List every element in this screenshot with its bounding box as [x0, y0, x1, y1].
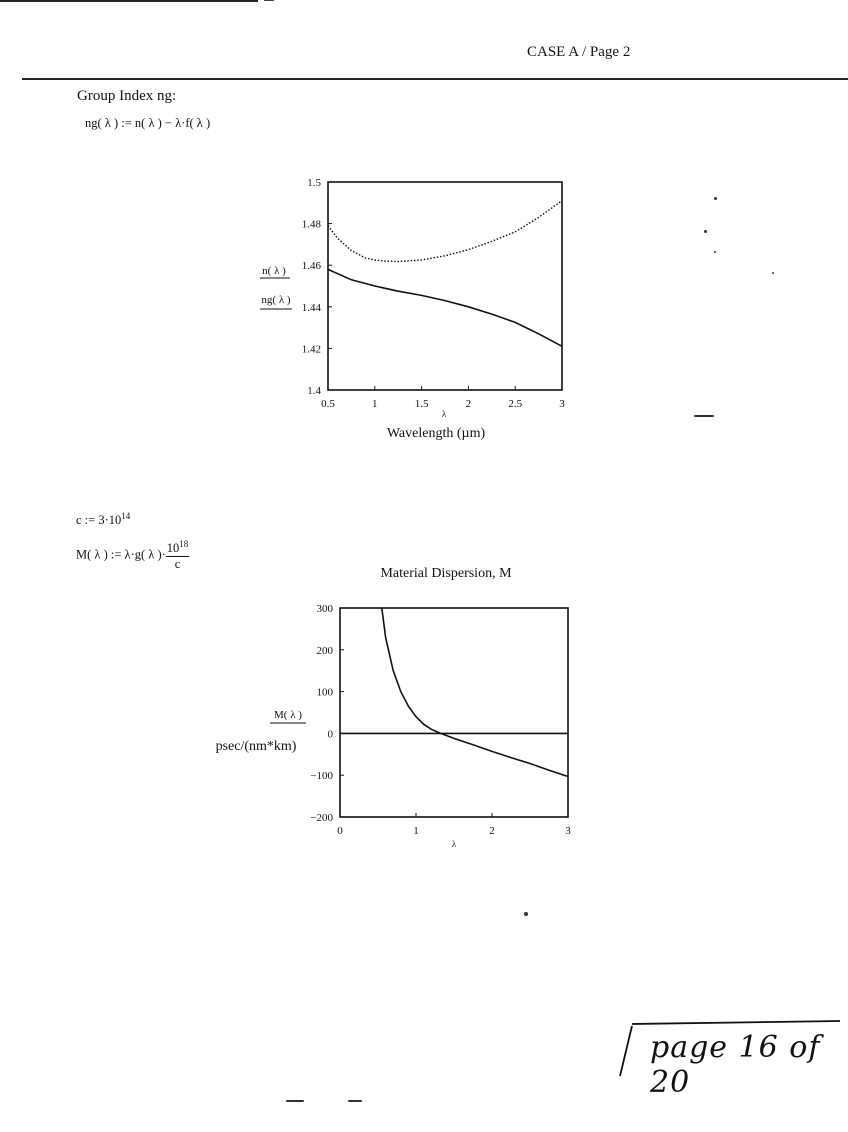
c-def-text: c := 3·10 [76, 513, 122, 528]
m-def-lhs: M( λ ) := λ·g( λ )· [76, 547, 166, 562]
scan-speck [348, 1100, 362, 1102]
x-tick-label: 2 [465, 398, 472, 410]
x-tick-label: 0 [337, 825, 343, 837]
top-xlabel: Wavelength (µm) [386, 426, 486, 441]
header-rule [22, 78, 848, 80]
top-x-variable: λ [441, 409, 447, 419]
x-tick-label: 2.5 [508, 398, 523, 410]
x-tick-label: 2 [489, 825, 495, 837]
m-fraction [166, 540, 190, 571]
m-definition [76, 540, 189, 571]
x-tick-label: 0.5 [321, 398, 335, 410]
y-tick-label: 300 [316, 603, 333, 615]
bottom-ylabel-units: psec/(nm*km) [215, 739, 297, 754]
scan-speck [714, 197, 717, 200]
y-tick-label: 1.42 [301, 343, 321, 356]
scan-speck [694, 415, 714, 417]
handwritten-page-note: page 16 of 20 [650, 1030, 821, 1100]
c-exponent: 14 [121, 511, 131, 521]
chart-bottom-frame [340, 608, 568, 817]
group-index-chart [240, 170, 600, 450]
x-tick-label: 1 [413, 825, 419, 837]
scan-speck [524, 912, 528, 916]
x-tick-label: 3 [559, 398, 565, 410]
y-tick-label: 1.4 [307, 385, 321, 397]
n-lambda-line [328, 269, 562, 346]
m-frac-num-exp: 18 [179, 539, 189, 549]
ylabel-ng: ng( λ ) [261, 294, 291, 306]
scan-top-bar [0, 0, 258, 2]
scan-top-bar-fragment [264, 0, 274, 1]
scan-speck [704, 230, 707, 233]
m-frac-den: c [174, 557, 181, 572]
y-tick-label: 1.46 [301, 260, 321, 273]
ylabel-n: n( λ ) [262, 265, 286, 277]
y-tick-label: 1.48 [301, 218, 321, 231]
x-tick-label: 1.5 [414, 398, 429, 410]
y-tick-label: 0 [327, 728, 333, 741]
ng-lambda-line [328, 201, 562, 262]
group-index-formula: ng( λ ) := n( λ ) − λ·f( λ ) [85, 116, 211, 130]
y-tick-label: 1.44 [301, 301, 321, 314]
scan-speck [286, 1100, 304, 1102]
scan-speck [714, 251, 716, 253]
y-tick-label: 1.5 [307, 177, 321, 189]
y-tick-label: 100 [316, 686, 333, 699]
y-tick-label: 200 [316, 644, 333, 657]
scan-speck [772, 272, 774, 274]
c-definition [76, 511, 130, 528]
y-tick-label: −200 [310, 812, 333, 824]
chart-top-frame [328, 182, 562, 390]
bottom-chart-title: Material Dispersion, M [380, 566, 512, 581]
x-tick-label: 1 [372, 398, 378, 410]
page-header: CASE A / Page 2 [527, 44, 631, 60]
group-index-title: Group Index ng: [77, 88, 177, 104]
y-tick-label: −100 [310, 770, 333, 783]
x-tick-label: 3 [565, 825, 571, 837]
material-dispersion-chart [200, 560, 600, 860]
bottom-x-variable: λ [451, 839, 457, 849]
m-frac-num-base: 10 [166, 541, 180, 556]
bottom-ylabel: M( λ ) [274, 709, 302, 721]
m-lambda-line [382, 608, 568, 777]
